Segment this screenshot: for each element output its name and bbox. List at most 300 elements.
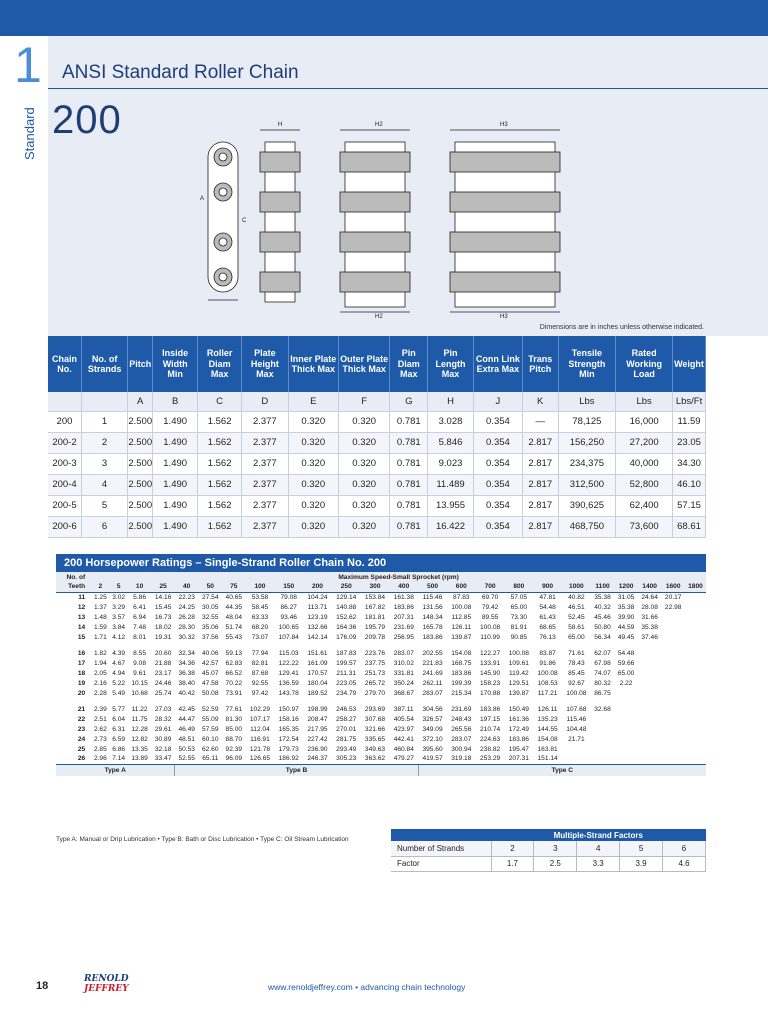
hp-cell: 77.61 bbox=[225, 705, 243, 713]
hp-row bbox=[56, 632, 706, 642]
spec-cell: 0.354 bbox=[473, 453, 522, 474]
spec-cell: 16,000 bbox=[616, 411, 673, 432]
hp-cell: 91.86 bbox=[539, 659, 556, 667]
spec-cell: 0.320 bbox=[288, 495, 338, 516]
hp-cell: 34.36 bbox=[178, 659, 195, 667]
hp-cell bbox=[591, 724, 615, 734]
hp-row bbox=[56, 678, 706, 688]
hp-cell bbox=[685, 754, 706, 764]
spec-cell: 16.422 bbox=[428, 516, 474, 537]
hp-cell bbox=[685, 724, 706, 734]
hp-cell: 161.36 bbox=[508, 715, 529, 723]
hp-cell: 199.39 bbox=[451, 679, 472, 687]
hp-cell: 39.90 bbox=[617, 613, 635, 621]
spec-row bbox=[48, 516, 706, 537]
hp-cell: 2.28 bbox=[93, 689, 107, 697]
hp-cell bbox=[638, 678, 662, 688]
hp-cell: 11.75 bbox=[131, 715, 148, 723]
hp-cell bbox=[614, 734, 638, 744]
hp-cell: 197.15 bbox=[479, 715, 501, 723]
hp-cell: 231.69 bbox=[393, 623, 414, 631]
spec-unit-cell: H bbox=[428, 392, 474, 411]
hp-cell: 199.57 bbox=[336, 659, 357, 667]
hp-cell: 293.69 bbox=[364, 705, 386, 713]
hp-cell: 227.42 bbox=[307, 735, 328, 743]
spec-cell: 200-3 bbox=[48, 453, 81, 474]
hp-cell: 321.66 bbox=[364, 725, 386, 733]
hp-cell: 172.49 bbox=[508, 725, 529, 733]
hp-cell: 349.63 bbox=[364, 745, 386, 753]
hp-cell: 85.45 bbox=[568, 669, 585, 677]
speed-header-cell: 1800 bbox=[685, 582, 706, 592]
msf-factor-cell: 4.6 bbox=[663, 856, 706, 871]
svg-text:H3: H3 bbox=[500, 122, 508, 128]
hp-cell: 82.81 bbox=[251, 659, 269, 667]
hp-cell: 167.82 bbox=[364, 603, 386, 611]
hp-cell: 198.99 bbox=[307, 705, 328, 713]
hp-cell bbox=[638, 724, 662, 734]
hp-header-row-2 bbox=[56, 582, 706, 592]
hp-cell: 129.14 bbox=[336, 593, 357, 601]
speed-label: Maximum Speed-Small Sprocket (rpm) bbox=[91, 572, 706, 582]
page-title: ANSI Standard Roller Chain bbox=[62, 62, 299, 83]
hp-cell bbox=[685, 602, 706, 612]
hp-cell: 142.14 bbox=[307, 633, 328, 641]
hp-row bbox=[56, 602, 706, 612]
hp-cell: 126.11 bbox=[451, 623, 472, 631]
hp-cell: 215.34 bbox=[451, 689, 472, 697]
hp-cell: 13.35 bbox=[131, 745, 148, 753]
hp-cell: 2.73 bbox=[93, 735, 107, 743]
msf-title: Multiple-Strand Factors bbox=[491, 829, 706, 841]
hp-cell: 70.22 bbox=[225, 679, 243, 687]
spec-cell: 2.817 bbox=[522, 474, 558, 495]
speed-header-cell: 1400 bbox=[638, 582, 662, 592]
teeth-cell: 19 bbox=[77, 679, 86, 687]
spec-cell: 9.023 bbox=[428, 453, 474, 474]
hp-cell: 331.81 bbox=[393, 669, 414, 677]
hp-cell: 6.59 bbox=[112, 735, 126, 743]
hp-cell: 479.27 bbox=[393, 755, 414, 763]
hp-cell: 168.75 bbox=[451, 659, 472, 667]
hp-cell bbox=[685, 744, 706, 754]
spec-cell: 4 bbox=[81, 474, 127, 495]
spec-cell: 0.320 bbox=[288, 432, 338, 453]
page-number: 18 bbox=[36, 980, 49, 992]
msf-factor-row bbox=[391, 856, 706, 871]
hp-cell: 61.43 bbox=[539, 613, 556, 621]
front-view-double bbox=[340, 130, 410, 312]
teeth-cell: 14 bbox=[77, 623, 86, 631]
hp-cell: 256.95 bbox=[393, 633, 414, 641]
msf-factor-cell: 3.3 bbox=[577, 856, 620, 871]
hp-cell: 97.42 bbox=[251, 689, 269, 697]
hp-cell bbox=[591, 714, 615, 724]
hp-cell: 40.06 bbox=[201, 649, 219, 657]
spec-cell: 200-4 bbox=[48, 474, 81, 495]
hp-cell: 40.65 bbox=[225, 593, 243, 601]
spec-col-header: Conn Link Extra Max bbox=[473, 336, 522, 392]
hp-cell: 1.71 bbox=[93, 633, 107, 641]
hp-cell: 55.43 bbox=[225, 633, 243, 641]
speed-header-cell: 200 bbox=[303, 582, 332, 592]
hp-cell: 1.25 bbox=[93, 593, 107, 601]
hp-cell: 60.10 bbox=[201, 735, 219, 743]
spec-cell: 0.320 bbox=[338, 495, 389, 516]
hp-cell bbox=[614, 724, 638, 734]
hp-cell: 80.32 bbox=[594, 679, 611, 687]
hp-cell: 6.86 bbox=[112, 745, 126, 753]
hp-cell bbox=[661, 622, 685, 632]
hp-cell: 423.97 bbox=[393, 725, 414, 733]
hp-cell: 30.89 bbox=[154, 735, 172, 743]
spec-unit-cell: A bbox=[128, 392, 153, 411]
hp-row bbox=[56, 714, 706, 724]
spec-cell: 468,750 bbox=[558, 516, 616, 537]
top-bar bbox=[0, 0, 768, 36]
spec-cell: 3 bbox=[81, 453, 127, 474]
spec-cell: 2.377 bbox=[242, 516, 288, 537]
hp-cell: 100.08 bbox=[451, 603, 472, 611]
hp-cell: 42.57 bbox=[201, 659, 219, 667]
spec-cell: 0.354 bbox=[473, 432, 522, 453]
spec-cell: 1.490 bbox=[153, 495, 198, 516]
hp-cell bbox=[562, 754, 591, 764]
spec-cell: 52,800 bbox=[616, 474, 673, 495]
hp-cell: 19.31 bbox=[154, 633, 172, 641]
hp-cell: 62.83 bbox=[225, 659, 243, 667]
speed-header-cell: 300 bbox=[361, 582, 390, 592]
hp-cell bbox=[591, 734, 615, 744]
hp-cell: 195.47 bbox=[508, 745, 529, 753]
hp-cell: 144.55 bbox=[537, 725, 558, 733]
hp-cell: 2.05 bbox=[93, 669, 107, 677]
hp-cell: 183.86 bbox=[393, 603, 414, 611]
hp-cell: 31.66 bbox=[641, 613, 658, 621]
spec-cell: 1.562 bbox=[198, 495, 242, 516]
spec-cell: 0.320 bbox=[288, 516, 338, 537]
hp-cell: 283.07 bbox=[451, 735, 472, 743]
hp-cell: 59.66 bbox=[617, 659, 635, 667]
hp-cell: 258.27 bbox=[336, 715, 357, 723]
msf-factor-cell: 3.9 bbox=[620, 856, 663, 871]
hp-cell: 83.87 bbox=[539, 649, 556, 657]
hp-cell: 237.75 bbox=[364, 659, 386, 667]
msf-factor-cell: 1.7 bbox=[491, 856, 534, 871]
spec-cell: 312,500 bbox=[558, 474, 616, 495]
svg-text:H3: H3 bbox=[500, 314, 508, 320]
hp-cell: 405.54 bbox=[393, 715, 414, 723]
spec-cell: 2.817 bbox=[522, 516, 558, 537]
hp-cell: 442.41 bbox=[393, 735, 414, 743]
spec-unit-cell: G bbox=[390, 392, 428, 411]
hp-cell: 14.16 bbox=[154, 593, 172, 601]
hp-cell bbox=[638, 668, 662, 678]
hp-cell: 73.30 bbox=[510, 613, 528, 621]
spec-unit-cell bbox=[81, 392, 127, 411]
hp-cell: 100.08 bbox=[508, 649, 529, 657]
hp-cell: 73.07 bbox=[251, 633, 269, 641]
hp-cell: 78.43 bbox=[568, 659, 585, 667]
hp-cell: 2.22 bbox=[619, 679, 633, 687]
spec-cell: 1.562 bbox=[198, 516, 242, 537]
spec-cell: 1.562 bbox=[198, 432, 242, 453]
hp-cell: 46.49 bbox=[178, 725, 195, 733]
hp-ratings-table bbox=[56, 572, 706, 776]
hp-cell: 251.73 bbox=[364, 669, 386, 677]
spec-unit-cell: J bbox=[473, 392, 522, 411]
hp-cell: 89.55 bbox=[481, 613, 499, 621]
hp-cell: 6.04 bbox=[112, 715, 126, 723]
hp-cell bbox=[562, 744, 591, 754]
hp-cell: 51.74 bbox=[225, 623, 243, 631]
spec-cell: 78,125 bbox=[558, 411, 616, 432]
hp-cell: 23.17 bbox=[154, 669, 172, 677]
hp-row bbox=[56, 668, 706, 678]
hp-cell: 153.84 bbox=[364, 593, 386, 601]
hp-cell: 179.73 bbox=[278, 745, 299, 753]
hp-cell: 161.38 bbox=[393, 593, 414, 601]
hp-row bbox=[56, 744, 706, 754]
hp-cell: 8.55 bbox=[133, 649, 147, 657]
hp-cell: 223.76 bbox=[364, 649, 386, 657]
hp-cell: 93.46 bbox=[280, 613, 297, 621]
hp-cell: 170.88 bbox=[479, 689, 501, 697]
teeth-cell: 20 bbox=[77, 689, 86, 697]
spec-header-row bbox=[48, 336, 706, 392]
svg-text:H2: H2 bbox=[375, 122, 383, 128]
spec-cell: 0.781 bbox=[390, 495, 428, 516]
footer-url-link[interactable]: www.renoldjeffrey.com • advancing chain technology bbox=[268, 982, 466, 992]
spec-cell: 2.377 bbox=[242, 432, 288, 453]
hp-cell: 154.08 bbox=[451, 649, 472, 657]
hp-cell: 77.94 bbox=[251, 649, 269, 657]
hp-cell: 183.86 bbox=[508, 735, 529, 743]
spec-cell: 0.320 bbox=[338, 453, 389, 474]
hp-cell bbox=[638, 754, 662, 764]
spec-cell: 200 bbox=[48, 411, 81, 432]
hp-cell: 126.65 bbox=[249, 755, 271, 763]
spec-cell: 0.354 bbox=[473, 411, 522, 432]
hp-cell: 270.01 bbox=[336, 725, 357, 733]
spec-cell: 1.490 bbox=[153, 474, 198, 495]
hp-cell: 8.01 bbox=[133, 633, 147, 641]
hp-cell: 350.24 bbox=[393, 679, 414, 687]
hp-cell: 181.81 bbox=[364, 613, 386, 621]
hp-cell: 133.91 bbox=[479, 659, 501, 667]
hp-cell: 223.05 bbox=[336, 679, 357, 687]
hp-cell: 20.60 bbox=[154, 649, 172, 657]
hp-cell: 305.23 bbox=[336, 755, 357, 763]
hp-table-title: 200 Horsepower Ratings – Single-Strand Roller Chain No. 200 bbox=[56, 554, 706, 572]
hp-cell: 48.04 bbox=[225, 613, 243, 621]
spec-cell: 62,400 bbox=[616, 495, 673, 516]
hp-cell: 349.09 bbox=[422, 725, 443, 733]
spec-cell: 1.490 bbox=[153, 453, 198, 474]
hp-cell: 22.98 bbox=[664, 603, 682, 611]
hp-cell: 5.86 bbox=[133, 593, 147, 601]
spec-cell: 2.500 bbox=[128, 495, 153, 516]
teeth-cell: 17 bbox=[77, 659, 86, 667]
hp-cell: 48.51 bbox=[178, 735, 195, 743]
hp-cell: 310.02 bbox=[393, 659, 414, 667]
hp-cell: 4.94 bbox=[112, 669, 126, 677]
spec-cell: 2.377 bbox=[242, 474, 288, 495]
hp-cell: 71.61 bbox=[568, 649, 585, 657]
hp-cell bbox=[685, 734, 706, 744]
hp-cell: 55.09 bbox=[201, 715, 219, 723]
spec-col-header: Pitch bbox=[128, 336, 153, 392]
front-view-single bbox=[260, 130, 300, 302]
hp-cell bbox=[614, 688, 638, 698]
hp-row bbox=[56, 724, 706, 734]
hp-row bbox=[56, 704, 706, 714]
hp-cell: 1.59 bbox=[93, 623, 107, 631]
hp-cell: 231.69 bbox=[451, 705, 472, 713]
hp-cell: 31.05 bbox=[617, 593, 635, 601]
msf-spacer bbox=[391, 829, 491, 841]
hp-cell: 65.00 bbox=[510, 603, 528, 611]
hp-cell: 202.55 bbox=[422, 649, 443, 657]
hp-cell: 139.87 bbox=[508, 689, 529, 697]
hp-cell: 283.07 bbox=[422, 689, 443, 697]
hp-cell: 33.47 bbox=[154, 755, 172, 763]
hp-cell: 88.70 bbox=[225, 735, 243, 743]
hp-cell: 195.79 bbox=[364, 623, 386, 631]
hp-row bbox=[56, 622, 706, 632]
hp-cell: 117.21 bbox=[537, 689, 558, 697]
spec-unit-cell: F bbox=[338, 392, 389, 411]
hp-cell bbox=[661, 648, 685, 658]
hp-cell bbox=[685, 714, 706, 724]
type-b-label: Type B bbox=[175, 764, 418, 776]
spec-cell: 46.10 bbox=[673, 474, 706, 495]
teeth-label: Teeth bbox=[56, 582, 91, 592]
hp-cell: 45.46 bbox=[594, 613, 611, 621]
hp-cell bbox=[638, 658, 662, 668]
hp-cell bbox=[661, 754, 685, 764]
hp-cell bbox=[614, 714, 638, 724]
hp-cell: 112.85 bbox=[451, 613, 472, 621]
hp-cell: 47.81 bbox=[539, 593, 556, 601]
hp-cell: 283.07 bbox=[393, 649, 414, 657]
spec-col-header: Tensile Strength Min bbox=[558, 336, 616, 392]
spec-cell: 200-2 bbox=[48, 432, 81, 453]
speed-header-cell: 500 bbox=[418, 582, 447, 592]
spec-cell: 0.781 bbox=[390, 453, 428, 474]
spec-cell: 1.490 bbox=[153, 516, 198, 537]
hp-cell: 35.06 bbox=[201, 623, 219, 631]
hp-cell: 40.42 bbox=[178, 689, 195, 697]
speed-header-cell: 75 bbox=[222, 582, 246, 592]
hp-cell: 107.84 bbox=[278, 633, 299, 641]
hp-cell: 326.57 bbox=[422, 715, 443, 723]
hp-cell: 126.11 bbox=[537, 705, 558, 713]
hp-cell: 115.03 bbox=[278, 649, 299, 657]
hp-cell: 4.12 bbox=[112, 633, 126, 641]
hp-cell: 183.86 bbox=[422, 633, 443, 641]
hp-cell: 76.13 bbox=[539, 633, 556, 641]
hp-cell: 180.04 bbox=[307, 679, 328, 687]
hp-cell: 46.51 bbox=[568, 603, 585, 611]
hp-cell: 304.56 bbox=[422, 705, 443, 713]
hp-cell: 50.08 bbox=[201, 689, 219, 697]
hp-cell: 3.84 bbox=[112, 623, 126, 631]
speed-header-cell: 1200 bbox=[614, 582, 638, 592]
hp-cell: 13.89 bbox=[131, 755, 148, 763]
hp-cell: 3.29 bbox=[112, 603, 126, 611]
hp-cell: 100.65 bbox=[278, 623, 299, 631]
hp-cell: 2.39 bbox=[93, 705, 107, 713]
hp-cell bbox=[638, 704, 662, 714]
hp-cell: 207.31 bbox=[393, 613, 414, 621]
hp-cell: 15.45 bbox=[154, 603, 172, 611]
hp-cell: 49.45 bbox=[617, 633, 635, 641]
svg-text:A: A bbox=[200, 196, 205, 202]
teeth-cell: 26 bbox=[77, 755, 86, 763]
hp-cell: 113.71 bbox=[307, 603, 328, 611]
front-view-triple bbox=[450, 130, 560, 312]
spec-cell: 2.377 bbox=[242, 495, 288, 516]
hp-cell: 238.82 bbox=[479, 745, 501, 753]
spec-cell: 0.320 bbox=[288, 453, 338, 474]
speed-header-cell: 400 bbox=[389, 582, 418, 592]
hp-cell: 57.59 bbox=[201, 725, 219, 733]
spec-cell: 0.354 bbox=[473, 495, 522, 516]
spec-cell: — bbox=[522, 411, 558, 432]
speed-header-cell: 1600 bbox=[661, 582, 685, 592]
spec-table bbox=[48, 336, 706, 538]
hp-cell: 5.22 bbox=[112, 679, 126, 687]
hp-cell bbox=[591, 744, 615, 754]
hp-cell: 90.85 bbox=[510, 633, 528, 641]
hp-cell: 246.37 bbox=[307, 755, 328, 763]
teeth-cell: 21 bbox=[77, 705, 86, 713]
spec-cell: 2.500 bbox=[128, 453, 153, 474]
hp-row bbox=[56, 592, 706, 602]
spec-unit-cell bbox=[48, 392, 81, 411]
hp-cell: 129.41 bbox=[278, 669, 299, 677]
type-c-label: Type C bbox=[418, 764, 706, 776]
hp-cell: 50.53 bbox=[178, 745, 195, 753]
speed-header-cell: 700 bbox=[476, 582, 505, 592]
hp-cell: 281.75 bbox=[336, 735, 357, 743]
hp-cell bbox=[685, 648, 706, 658]
hp-cell: 140.88 bbox=[336, 603, 357, 611]
spec-cell: 0.354 bbox=[473, 516, 522, 537]
hp-cell: 279.70 bbox=[364, 689, 386, 697]
spec-unit-cell: D bbox=[242, 392, 288, 411]
hp-cell: 1.82 bbox=[93, 649, 107, 657]
hp-cell bbox=[685, 612, 706, 622]
teeth-cell: 18 bbox=[77, 669, 86, 677]
hp-cell: 217.95 bbox=[307, 725, 328, 733]
hp-cell: 68.65 bbox=[539, 623, 556, 631]
teeth-cell: 23 bbox=[77, 725, 86, 733]
hp-cell: 42.45 bbox=[178, 705, 195, 713]
spec-cell: 0.320 bbox=[338, 411, 389, 432]
spec-row bbox=[48, 453, 706, 474]
speed-header-cell: 1000 bbox=[562, 582, 591, 592]
hp-cell: 115.46 bbox=[422, 593, 443, 601]
spec-units-row bbox=[48, 392, 706, 411]
speed-header-cell: 50 bbox=[198, 582, 222, 592]
hp-cell: 21.88 bbox=[154, 659, 172, 667]
spec-cell: 3.028 bbox=[428, 411, 474, 432]
hp-cell bbox=[661, 714, 685, 724]
logo-text-jeffrey: JEFFREY bbox=[84, 984, 129, 994]
hp-cell: 102.29 bbox=[249, 705, 271, 713]
